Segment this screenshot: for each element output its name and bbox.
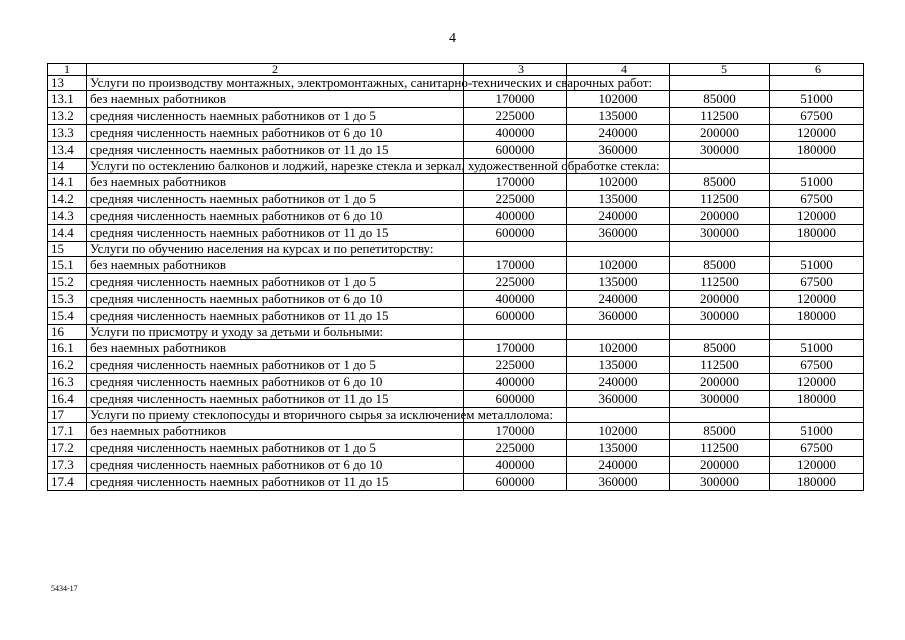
- table-row: [48, 291, 864, 308]
- value-cell: 200000: [670, 291, 770, 308]
- value-cell: 180000: [770, 474, 864, 491]
- value-cell: 200000: [670, 457, 770, 474]
- row-number: 15.4: [48, 308, 87, 325]
- row-number: 13.1: [48, 91, 87, 108]
- empty-cell: [770, 159, 864, 174]
- empty-cell: [670, 76, 770, 91]
- value-cell: 200000: [670, 374, 770, 391]
- empty-cell: [770, 76, 864, 91]
- row-number: 15.2: [48, 274, 87, 291]
- section-number: 16: [48, 325, 87, 340]
- header-row: [48, 64, 864, 76]
- row-description: без наемных работников: [87, 257, 464, 274]
- header-cell: 2: [87, 64, 464, 76]
- row-number: 16.1: [48, 340, 87, 357]
- row-description: без наемных работников: [87, 340, 464, 357]
- value-cell: 360000: [567, 391, 670, 408]
- row-description: средняя численность наемных работников от 11 до 15: [87, 225, 464, 242]
- section-number: 15: [48, 242, 87, 257]
- row-number: 14.3: [48, 208, 87, 225]
- value-cell: 170000: [464, 91, 567, 108]
- value-cell: 51000: [770, 174, 864, 191]
- value-cell: 240000: [567, 208, 670, 225]
- value-cell: 400000: [464, 291, 567, 308]
- empty-cell: [770, 325, 864, 340]
- table-row: [48, 357, 864, 374]
- row-description: средняя численность наемных работников от 11 до 15: [87, 142, 464, 159]
- value-cell: 400000: [464, 208, 567, 225]
- row-description: средняя численность наемных работников от 6 до 10: [87, 374, 464, 391]
- value-cell: 600000: [464, 391, 567, 408]
- value-cell: 360000: [567, 308, 670, 325]
- empty-cell: [770, 408, 864, 423]
- row-description: средняя численность наемных работников от 1 до 5: [87, 357, 464, 374]
- header-cell: 5: [670, 64, 770, 76]
- row-number: 13.2: [48, 108, 87, 125]
- value-cell: 240000: [567, 374, 670, 391]
- value-cell: 225000: [464, 440, 567, 457]
- value-cell: 300000: [670, 142, 770, 159]
- value-cell: 600000: [464, 142, 567, 159]
- empty-cell: [464, 242, 567, 257]
- row-number: 15.3: [48, 291, 87, 308]
- empty-cell: [567, 242, 670, 257]
- value-cell: 300000: [670, 474, 770, 491]
- value-cell: 400000: [464, 457, 567, 474]
- value-cell: 67500: [770, 274, 864, 291]
- row-description: средняя численность наемных работников от 1 до 5: [87, 274, 464, 291]
- section-title: Услуги по производству монтажных, электромонтажных, санитарно-технических и сварочных работ:: [87, 76, 464, 91]
- page-number: 4: [449, 31, 456, 46]
- table-row: [48, 374, 864, 391]
- header-cell: 3: [464, 64, 567, 76]
- document-code: 5434-17: [51, 584, 78, 593]
- row-description: средняя численность наемных работников от 11 до 15: [87, 391, 464, 408]
- section-row: [48, 159, 864, 174]
- value-cell: 135000: [567, 440, 670, 457]
- table-row: [48, 257, 864, 274]
- table-row: [48, 91, 864, 108]
- value-cell: 170000: [464, 174, 567, 191]
- table-row: [48, 191, 864, 208]
- value-cell: 240000: [567, 457, 670, 474]
- value-cell: 67500: [770, 357, 864, 374]
- row-description: средняя численность наемных работников от 6 до 10: [87, 125, 464, 142]
- value-cell: 112500: [670, 108, 770, 125]
- value-cell: 135000: [567, 357, 670, 374]
- value-cell: 85000: [670, 423, 770, 440]
- section-title: Услуги по приему стеклопосуды и вторичного сырья за исключением металлолома:: [87, 408, 464, 423]
- row-description: средняя численность наемных работников от 11 до 15: [87, 474, 464, 491]
- value-cell: 135000: [567, 108, 670, 125]
- row-description: средняя численность наемных работников от 6 до 10: [87, 457, 464, 474]
- section-number: 14: [48, 159, 87, 174]
- value-cell: 135000: [567, 191, 670, 208]
- value-cell: 360000: [567, 225, 670, 242]
- value-cell: 225000: [464, 191, 567, 208]
- value-cell: 85000: [670, 340, 770, 357]
- row-description: средняя численность наемных работников от 1 до 5: [87, 191, 464, 208]
- table-row: [48, 308, 864, 325]
- value-cell: 120000: [770, 208, 864, 225]
- value-cell: 180000: [770, 142, 864, 159]
- table-row: [48, 125, 864, 142]
- value-cell: 225000: [464, 108, 567, 125]
- row-description: средняя численность наемных работников от 6 до 10: [87, 291, 464, 308]
- empty-cell: [670, 325, 770, 340]
- table-row: [48, 108, 864, 125]
- row-number: 15.1: [48, 257, 87, 274]
- header-cell: 6: [770, 64, 864, 76]
- section-row: [48, 408, 864, 423]
- value-cell: 360000: [567, 142, 670, 159]
- value-cell: 600000: [464, 474, 567, 491]
- table-row: [48, 142, 864, 159]
- value-cell: 120000: [770, 291, 864, 308]
- section-title: Услуги по обучению населения на курсах и по репетиторству:: [87, 242, 464, 257]
- value-cell: 51000: [770, 340, 864, 357]
- header-cell: 1: [48, 64, 87, 76]
- header-cell: 4: [567, 64, 670, 76]
- value-cell: 400000: [464, 374, 567, 391]
- section-title: Услуги по остеклению балконов и лоджий, нарезке стекла и зеркал, художественной обработке стекла:: [87, 159, 464, 174]
- value-cell: 200000: [670, 208, 770, 225]
- value-cell: 67500: [770, 440, 864, 457]
- row-number: 17.1: [48, 423, 87, 440]
- row-number: 17.3: [48, 457, 87, 474]
- value-cell: 102000: [567, 340, 670, 357]
- row-number: 16.3: [48, 374, 87, 391]
- section-number: 17: [48, 408, 87, 423]
- value-cell: 225000: [464, 357, 567, 374]
- empty-cell: [670, 408, 770, 423]
- empty-cell: [770, 242, 864, 257]
- value-cell: 180000: [770, 391, 864, 408]
- value-cell: 51000: [770, 91, 864, 108]
- value-cell: 225000: [464, 274, 567, 291]
- row-number: 17.4: [48, 474, 87, 491]
- value-cell: 85000: [670, 257, 770, 274]
- value-cell: 102000: [567, 174, 670, 191]
- table-row: [48, 391, 864, 408]
- value-cell: 85000: [670, 91, 770, 108]
- table-row: [48, 440, 864, 457]
- section-title: Услуги по присмотру и уходу за детьми и больными:: [87, 325, 464, 340]
- section-number: 13: [48, 76, 87, 91]
- table-row: [48, 340, 864, 357]
- table-row: [48, 225, 864, 242]
- value-cell: 51000: [770, 257, 864, 274]
- value-cell: 240000: [567, 125, 670, 142]
- row-description: без наемных работников: [87, 174, 464, 191]
- table-row: [48, 474, 864, 491]
- row-number: 16.2: [48, 357, 87, 374]
- value-cell: 67500: [770, 191, 864, 208]
- table-row: [48, 174, 864, 191]
- row-description: без наемных работников: [87, 423, 464, 440]
- section-row: [48, 242, 864, 257]
- empty-cell: [567, 408, 670, 423]
- value-cell: 600000: [464, 225, 567, 242]
- table-row: [48, 274, 864, 291]
- value-cell: 300000: [670, 308, 770, 325]
- value-cell: 170000: [464, 257, 567, 274]
- table-row: [48, 457, 864, 474]
- section-row: [48, 76, 864, 91]
- value-cell: 112500: [670, 191, 770, 208]
- empty-cell: [670, 242, 770, 257]
- value-cell: 67500: [770, 108, 864, 125]
- row-number: 16.4: [48, 391, 87, 408]
- empty-cell: [464, 325, 567, 340]
- row-description: средняя численность наемных работников от 1 до 5: [87, 440, 464, 457]
- value-cell: 600000: [464, 308, 567, 325]
- value-cell: 200000: [670, 125, 770, 142]
- section-row: [48, 325, 864, 340]
- row-number: 13.4: [48, 142, 87, 159]
- rates-table: [47, 63, 864, 491]
- row-number: 14.4: [48, 225, 87, 242]
- value-cell: 400000: [464, 125, 567, 142]
- value-cell: 102000: [567, 91, 670, 108]
- value-cell: 85000: [670, 174, 770, 191]
- value-cell: 300000: [670, 225, 770, 242]
- value-cell: 102000: [567, 257, 670, 274]
- value-cell: 170000: [464, 340, 567, 357]
- value-cell: 170000: [464, 423, 567, 440]
- value-cell: 51000: [770, 423, 864, 440]
- row-number: 14.1: [48, 174, 87, 191]
- table-body: [48, 64, 864, 491]
- row-number: 13.3: [48, 125, 87, 142]
- row-description: без наемных работников: [87, 91, 464, 108]
- row-number: 17.2: [48, 440, 87, 457]
- row-description: средняя численность наемных работников от 11 до 15: [87, 308, 464, 325]
- value-cell: 135000: [567, 274, 670, 291]
- value-cell: 120000: [770, 125, 864, 142]
- value-cell: 120000: [770, 457, 864, 474]
- empty-cell: [567, 325, 670, 340]
- value-cell: 120000: [770, 374, 864, 391]
- empty-cell: [670, 159, 770, 174]
- value-cell: 360000: [567, 474, 670, 491]
- value-cell: 112500: [670, 357, 770, 374]
- value-cell: 240000: [567, 291, 670, 308]
- value-cell: 102000: [567, 423, 670, 440]
- value-cell: 112500: [670, 440, 770, 457]
- row-description: средняя численность наемных работников от 6 до 10: [87, 208, 464, 225]
- value-cell: 112500: [670, 274, 770, 291]
- table-row: [48, 208, 864, 225]
- row-number: 14.2: [48, 191, 87, 208]
- value-cell: 180000: [770, 225, 864, 242]
- table-row: [48, 423, 864, 440]
- value-cell: 180000: [770, 308, 864, 325]
- row-description: средняя численность наемных работников от 1 до 5: [87, 108, 464, 125]
- value-cell: 300000: [670, 391, 770, 408]
